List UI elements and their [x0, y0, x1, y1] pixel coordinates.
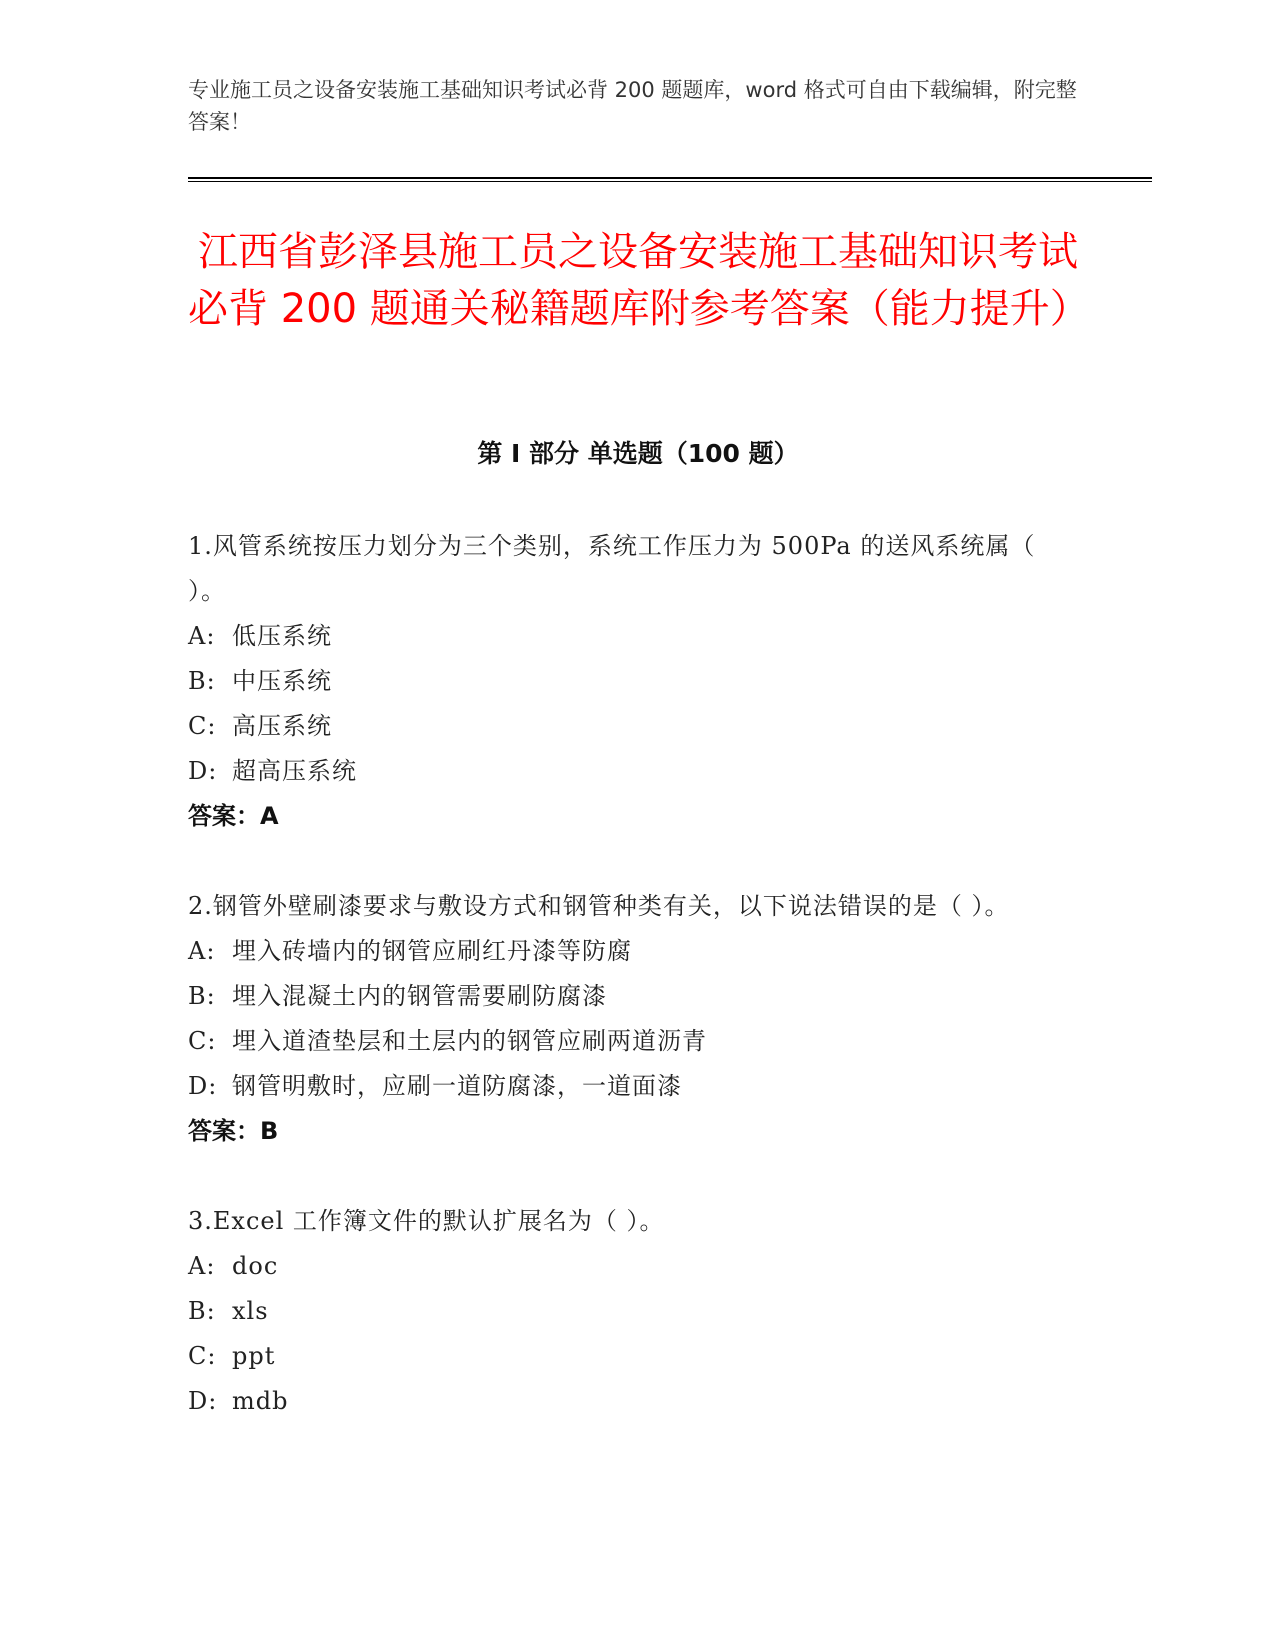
option-text: 埋入砖墙内的钢管应刷红丹漆等防腐 [232, 937, 632, 965]
option-key: C: [188, 1027, 217, 1055]
option-text: 中压系统 [232, 667, 332, 695]
option-b [188, 659, 1068, 704]
option-a [188, 929, 1068, 974]
option-b [188, 974, 1068, 1019]
question-2 [188, 884, 1068, 1154]
question-gap [188, 839, 1068, 884]
option-text: 埋入道渣垫层和土层内的钢管应刷两道沥青 [232, 1027, 707, 1055]
option-c [188, 704, 1068, 749]
question-1 [188, 524, 1068, 839]
option-c [188, 1334, 1068, 1379]
answer-line [188, 794, 1068, 839]
option-key: B: [188, 667, 216, 695]
option-text: 高压系统 [232, 712, 332, 740]
option-text: 埋入混凝土内的钢管需要刷防腐漆 [232, 982, 607, 1010]
option-key: C: [188, 712, 217, 740]
answer-value: B [260, 1117, 279, 1145]
option-text: 超高压系统 [232, 757, 357, 785]
option-text: mdb [232, 1387, 289, 1415]
option-key: A: [188, 937, 216, 965]
question-stem: 3.Excel 工作簿文件的默认扩展名为（ ）。 [188, 1207, 665, 1235]
question-list [188, 524, 1068, 1424]
option-key: D: [188, 1072, 218, 1100]
option-text: xls [232, 1297, 269, 1325]
header-note: 专业施工员之设备安装施工基础知识考试必背 200 题题库，word 格式可自由下载编辑，附完整答案！ [188, 78, 1077, 134]
option-key: A: [188, 1252, 216, 1280]
answer-line [188, 1109, 1068, 1154]
option-b [188, 1289, 1068, 1334]
option-d [188, 1064, 1068, 1109]
option-key: D: [188, 757, 218, 785]
question-stem: 2.钢管外壁刷漆要求与敷设方式和钢管种类有关，以下说法错误的是（ ）。 [188, 892, 1010, 920]
answer-label: 答案： [188, 802, 260, 830]
question-gap [188, 1154, 1068, 1199]
option-text: doc [232, 1252, 279, 1280]
option-key: A: [188, 622, 216, 650]
option-d [188, 749, 1068, 794]
answer-label: 答案： [188, 1117, 260, 1145]
option-a [188, 614, 1068, 659]
section-title: 第 I 部分 单选题（100 题） [477, 439, 799, 468]
question-stem: 1.风管系统按压力划分为三个类别，系统工作压力为 500Pa 的送风系统属（ ）。 [188, 532, 1036, 605]
document-title: 江西省彭泽县施工员之设备安装施工基础知识考试必背 200 题通关秘籍题库附参考答案（能力提升） [188, 229, 1090, 332]
option-key: D: [188, 1387, 218, 1415]
option-key: C: [188, 1342, 217, 1370]
option-c [188, 1019, 1068, 1064]
header-rule-thin [188, 181, 1152, 182]
option-key: B: [188, 1297, 216, 1325]
option-a [188, 1244, 1068, 1289]
answer-value: A [260, 802, 279, 830]
option-text: 低压系统 [232, 622, 332, 650]
option-key: B: [188, 982, 216, 1010]
option-text: ppt [232, 1342, 276, 1370]
question-3 [188, 1199, 1068, 1424]
header-rule-thick [188, 177, 1152, 179]
option-text: 钢管明敷时，应刷一道防腐漆，一道面漆 [232, 1072, 682, 1100]
option-d [188, 1379, 1068, 1424]
